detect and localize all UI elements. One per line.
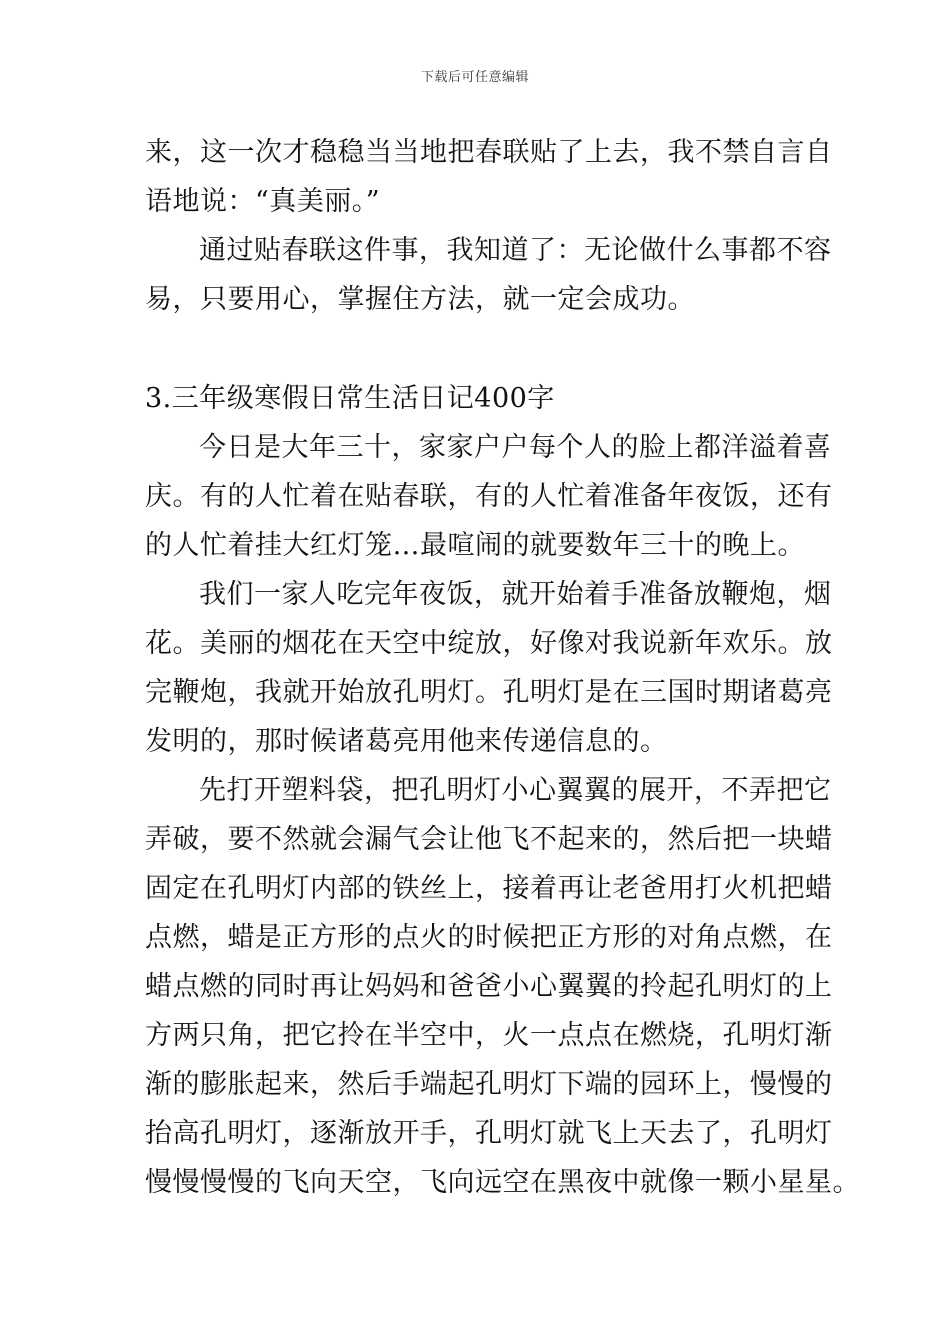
text-line: 渐的膨胀起来，然后手端起孔明灯下端的园环上，慢慢的	[145, 1069, 833, 1100]
paragraph-1	[145, 128, 833, 226]
text-line: 来，这一次才稳稳当当地把春联贴了上去，我不禁自言自	[145, 137, 833, 168]
text-line: 慢慢慢慢的飞向天空，飞向远空在黑夜中就像一颗小星星。	[145, 1167, 860, 1198]
text-line: 方两只角，把它拎在半空中，火一点点在燃烧，孔明灯渐	[145, 1020, 833, 1051]
text-line: 先打开塑料袋，把孔明灯小心翼翼的展开，不弄把它	[199, 775, 832, 806]
text-line: 弄破，要不然就会漏气会让他飞不起来的，然后把一块蜡	[145, 824, 833, 855]
text-line: 抬高孔明灯，逐渐放开手，孔明灯就飞上天去了，孔明灯	[145, 1118, 833, 1149]
section-heading: 3.三年级寒假日常生活日记400字	[145, 383, 555, 414]
paragraph-spacer	[145, 324, 810, 374]
paragraph-4	[145, 570, 833, 766]
text-line: 点燃，蜡是正方形的点火的时候把正方形的对角点燃，在	[145, 922, 833, 953]
header-note: 下载后可任意编辑	[420, 70, 529, 85]
text-line: 固定在孔明灯内部的铁丝上，接着再让老爸用打火机把蜡	[145, 873, 833, 904]
paragraph-3	[145, 423, 833, 570]
text-line: 易，只要用心，掌握住方法，就一定会成功。	[145, 284, 695, 315]
text-line: 完鞭炮，我就开始放孔明灯。孔明灯是在三国时期诸葛亮	[145, 677, 833, 708]
document-body	[145, 128, 860, 1207]
text-line: 语地说：“真美丽。”	[145, 186, 381, 217]
text-line: 蜡点燃的同时再让妈妈和爸爸小心翼翼的拎起孔明灯的上	[145, 971, 833, 1002]
text-line: 今日是大年三十，家家户户每个人的脸上都洋溢着喜	[199, 432, 832, 463]
text-line: 通过贴春联这件事，我知道了：无论做什么事都不容	[199, 235, 832, 266]
text-line: 我们一家人吃完年夜饭，就开始着手准备放鞭炮，烟	[199, 579, 832, 610]
text-line: 发明的，那时候诸葛亮用他来传递信息的。	[145, 726, 668, 757]
text-line: 的人忙着挂大红灯笼…最喧闹的就要数年三十的晚上。	[145, 530, 805, 561]
paragraph-2	[145, 226, 832, 324]
text-line: 花。美丽的烟花在天空中绽放，好像对我说新年欢乐。放	[145, 628, 833, 659]
text-line: 庆。有的人忙着在贴春联，有的人忙着准备年夜饭，还有	[145, 481, 833, 512]
paragraph-5	[145, 766, 860, 1207]
